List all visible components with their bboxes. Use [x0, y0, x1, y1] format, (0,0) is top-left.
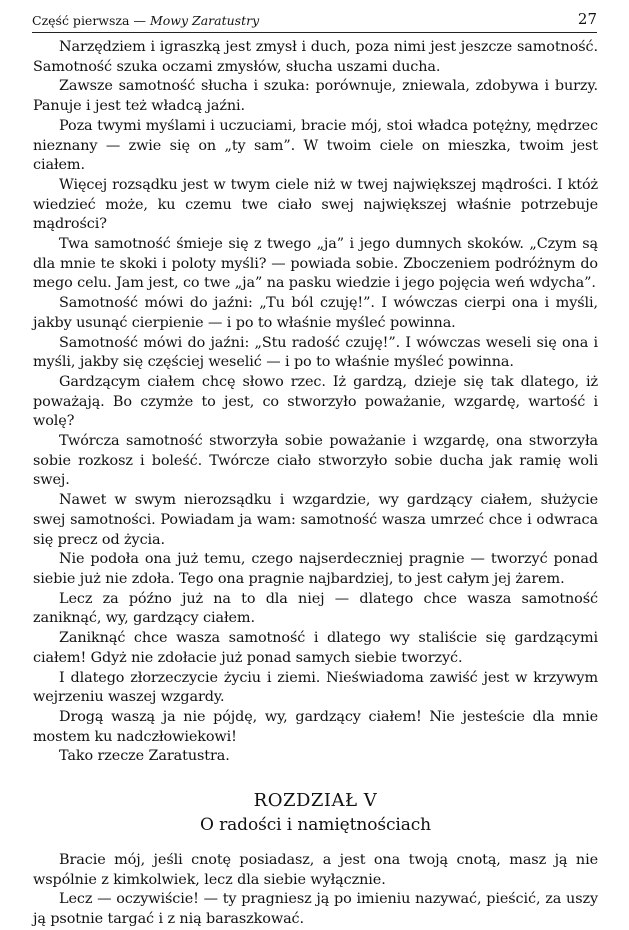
- header-separator: —: [133, 13, 146, 28]
- paragraph: Gardzącym ciałem chcę słowo rzec. Iż gardzą, dzieje się tak dlatego, iż poważają. Bo czymże to jest, co stworzyło poważanie, wzgardę, wartość i wolę?: [33, 373, 598, 430]
- header-part: Część pierwsza: [32, 13, 130, 28]
- paragraph: Twa samotność śmieje się z twego „ja” i jego dumnych skoków. „Czym są dla mnie te skoki i poloty myśli? — powiada sobie. Zboczeniem podróżnym do mego celu. Jam jest, co twe „ja” na pasku wiedzie i jego pojęcia weń wdycha”.: [33, 236, 598, 292]
- paragraph: Bracie mój, jeśli cnotę posiadasz, a jest ona twoją cnotą, masz ją nie wspólnie z kimkolwiek, lecz dla siebie wyłącznie.: [33, 852, 598, 888]
- paragraph: Samotność mówi do jaźni: „Stu radość czuję!”. I wówczas weseli się ona i myśli, jakby się częściej weselić — i po to właśnie myśleć powinna.: [33, 334, 598, 371]
- header-left: [32, 12, 259, 30]
- paragraph: Narzędziem i igraszką jest zmysł i duch, poza nimi jest jeszcze samotność. Samotność szuka oczami zmysłów, słucha uszami ducha.: [33, 39, 598, 75]
- closing-line: Tako rzecze Zaratustra.: [59, 748, 230, 765]
- paragraph: Nie podoła ona już temu, czego najserdeczniej pragnie — tworzyć ponad siebie już nie zdoła. Tego ona pragnie najbardziej, to jest całym jej żarem.: [33, 551, 598, 587]
- paragraph: Twórcza samotność stworzyła sobie poważanie i wzgardę, ona stworzyła sobie rozkosz i boleść. Twórcze ciało stworzyło sobie ducha jak ramię woli swej.: [33, 433, 598, 489]
- paragraph: Samotność mówi do jaźni: „Tu ból czuję!”. I wówczas cierpi ona i myśli, jakby usunąć cierpienie — i po to właśnie myśleć powinna.: [33, 295, 598, 331]
- paragraph: Poza twymi myślami i uczuciami, bracie mój, stoi władca potężny, mędrzec nieznany — zwie się on „ty sam”. W twoim ciele on mieszka, twoim jest ciałem.: [33, 117, 598, 174]
- paragraph: I dlatego złorzeczycie życiu i ziemi. Nieświadoma zawiść jest w krzywym wejrzeniu waszej wzgardy.: [33, 669, 598, 706]
- paragraph: Drogą waszą ja nie pójdę, wy, gardzący ciałem! Nie jesteście dla mnie mostem ku nadczłowiekowi!: [33, 708, 598, 745]
- header-section: Mowy Zaratustry: [149, 13, 260, 28]
- chapter-title: O radości i namiętnościach: [199, 815, 432, 836]
- running-header: [32, 12, 597, 33]
- paragraph: Więcej rozsądku jest w twym ciele niż w twej największej mądrości. I któż wiedzieć może, ku czemu twe ciało swej największej właśnie potrzebuje mądrości?: [33, 176, 598, 233]
- paragraph: Nawet w swym nierozsądku i wzgardzie, wy gardzący ciałem, służycie swej samotności. Powiadam ja wam: samotność wasza umrzeć chce i odwraca się precz od życia.: [33, 492, 598, 548]
- page-body: [33, 38, 598, 930]
- paragraph: Lecz — oczywiście! — ty pragniesz ją po imieniu nazywać, pieścić, za uszy ją psotnie targać i z nią baraszkować.: [33, 891, 598, 928]
- page-number: 27: [577, 10, 597, 28]
- paragraph: Zawsze samotność słucha i szuka: porównuje, zniewala, zdobywa i burzy. Panuje i jest też władcą jaźni.: [33, 78, 598, 115]
- paragraph: Lecz za późno już na to dla niej — dlatego chce wasza samotność zaniknąć, wy, gardzący ciałem.: [33, 590, 598, 627]
- chapter-number: ROZDZIAŁ V: [253, 790, 378, 812]
- paragraph: Zaniknąć chce wasza samotność i dlatego wy staliście się gardzącymi ciałem! Gdyż nie zdołacie już ponad samych siebie tworzyć.: [33, 630, 598, 666]
- chapter-heading: [33, 789, 598, 837]
